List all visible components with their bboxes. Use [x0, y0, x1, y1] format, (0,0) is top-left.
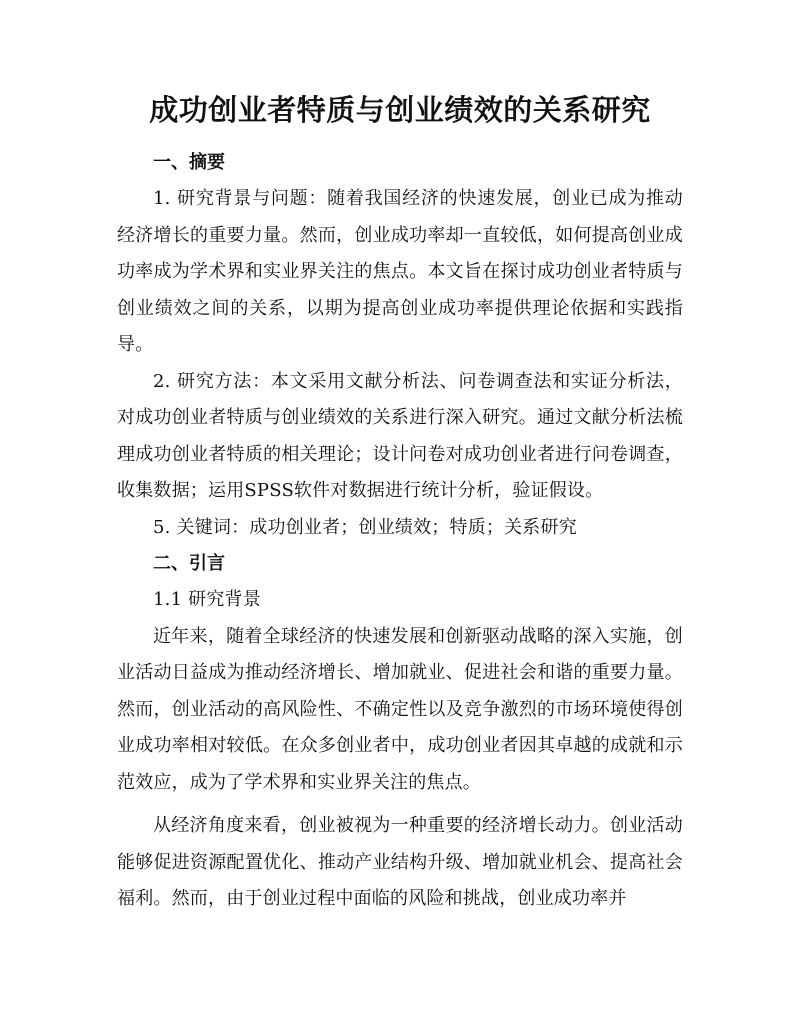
document-body: [117, 145, 683, 918]
abstract-paragraph-method: 2. 研究方法：本文采用文献分析法、问卷调查法和实证分析法，对成功创业者特质与创业绩效的关系进行深入研究。通过文献分析法梳理成功创业者特质的相关理论；设计问卷对成功创业者进行问卷调查，收集数据；运用SPSS软件对数据进行统计分析，验证假设。: [117, 370, 683, 501]
intro-paragraph-2: 从经济角度来看，创业被视为一种重要的经济增长动力。创业活动能够促进资源配置优化、推动产业结构升级、增加就业机会、提高社会福利。然而，由于创业过程中面临的风险和挑战，创业成功率并: [117, 815, 683, 909]
abstract-keywords: 5. 关键词：成功创业者；创业绩效；特质；关系研究: [153, 516, 577, 538]
subsection-heading-background: 1.1 研究背景: [153, 589, 261, 610]
document-title: 成功创业者特质与创业绩效的关系研究: [149, 93, 651, 127]
intro-paragraph-1: 近年来，随着全球经济的快速发展和创新驱动战略的深入实施，创业活动日益成为推动经济增长、增加就业、促进社会和谐的重要力量。然而，创业活动的高风险性、不确定性以及竞争激烈的市场环境使得创业成功率相对较低。在众多创业者中，成功创业者因其卓越的成就和示范效应，成为了学术界和实业界关注的焦点。: [117, 625, 683, 793]
section-heading-intro: 二、引言: [153, 553, 225, 574]
abstract-paragraph-background: 1. 研究背景与问题：随着我国经济的快速发展，创业已成为推动经济增长的重要力量。然而，创业成功率却一直较低，如何提高创业成功率成为学术界和实业界关注的焦点。本文旨在探讨成功创业者特质与创业绩效之间的关系，以期为提高创业成功率提供理论依据和实践指导。: [117, 188, 683, 355]
section-heading-abstract: 一、摘要: [153, 152, 225, 173]
